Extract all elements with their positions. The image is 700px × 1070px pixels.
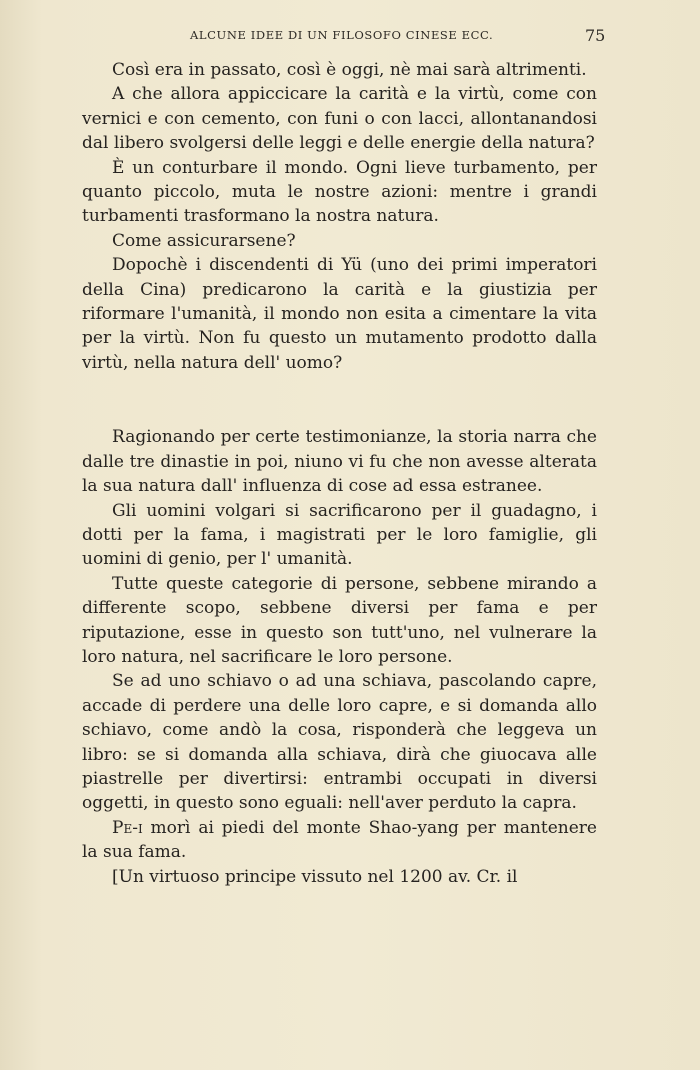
paragraph: Come assicurarsene? bbox=[112, 230, 296, 251]
paragraph: Gli uomini volgari si sacrificarono per il guadagno, i dotti per la fama, i magistrati per le loro famiglie, gli uomini di genio, per l' umanità. bbox=[82, 500, 597, 570]
page-number: 75 bbox=[585, 26, 606, 45]
paragraph: Tutte queste categorie di persone, sebbene mirando a differente scopo, sebbene diversi per fama e per riputazione, esse in questo son tutt'uno, nel vulnerare la loro natura, nel sacrificare le loro persone. bbox=[82, 573, 597, 667]
body-text bbox=[82, 58, 597, 889]
paragraph: Se ad uno schiavo o ad una schiava, pascolando capre, accade di perdere una delle loro capre, e si domanda allo schiavo, come andò la cosa, risponderà che leggeva un libro: se si domanda alla schiava, dirà che giuocava alle piastrelle per divertirsi: entrambi occupati in diversi oggetti, in questo sono eguali: nell'aver perduto la capra. bbox=[82, 671, 597, 814]
paragraph: Così era in passato, così è oggi, nè mai sarà altrimenti. bbox=[112, 60, 587, 80]
paragraph: Dopochè i discendenti di Yü (uno dei primi imperatori della Cina) predicarono la carità e la giustizia per riformare l'umanità, il mondo non esita a cimentare la vita per la virtù. Non fu questo un mutamento prodotto dalla virtù, nella natura dell' uomo? bbox=[82, 255, 597, 373]
paragraph: Ragionando per certe testimonianze, la storia narra che dalle tre dinastie in poi, niuno vi fu che non avesse alterata la sua natura dall' influenza di cose ad essa estranee. bbox=[82, 427, 597, 497]
paragraph: È un conturbare il mondo. Ogni lieve turbamento, per quanto piccolo, muta le nostre azioni: mentre i grandi turbamenti trasformano la nostra natura. bbox=[82, 157, 597, 227]
paragraph-last-line: [Un virtuoso principe vissuto nel 1200 av. Cr. il bbox=[112, 866, 518, 887]
running-title: ALCUNE IDEE DI UN FILOSOFO CINESE ECC. bbox=[190, 28, 494, 42]
paragraph-pei bbox=[82, 816, 597, 865]
running-head bbox=[0, 28, 700, 52]
section-break bbox=[82, 375, 597, 425]
paragraph: A che allora appiccicare la carità e la virtù, come con vernici e con cemento, con funi o con lacci, allontanandosi dal libero svolgersi delle leggi e delle energie della natura? bbox=[82, 84, 597, 154]
person-name: Pe-i bbox=[112, 817, 143, 838]
paragraph-text: morì ai piedi del monte Shao-yang per mantenere la sua fama. bbox=[82, 817, 597, 863]
